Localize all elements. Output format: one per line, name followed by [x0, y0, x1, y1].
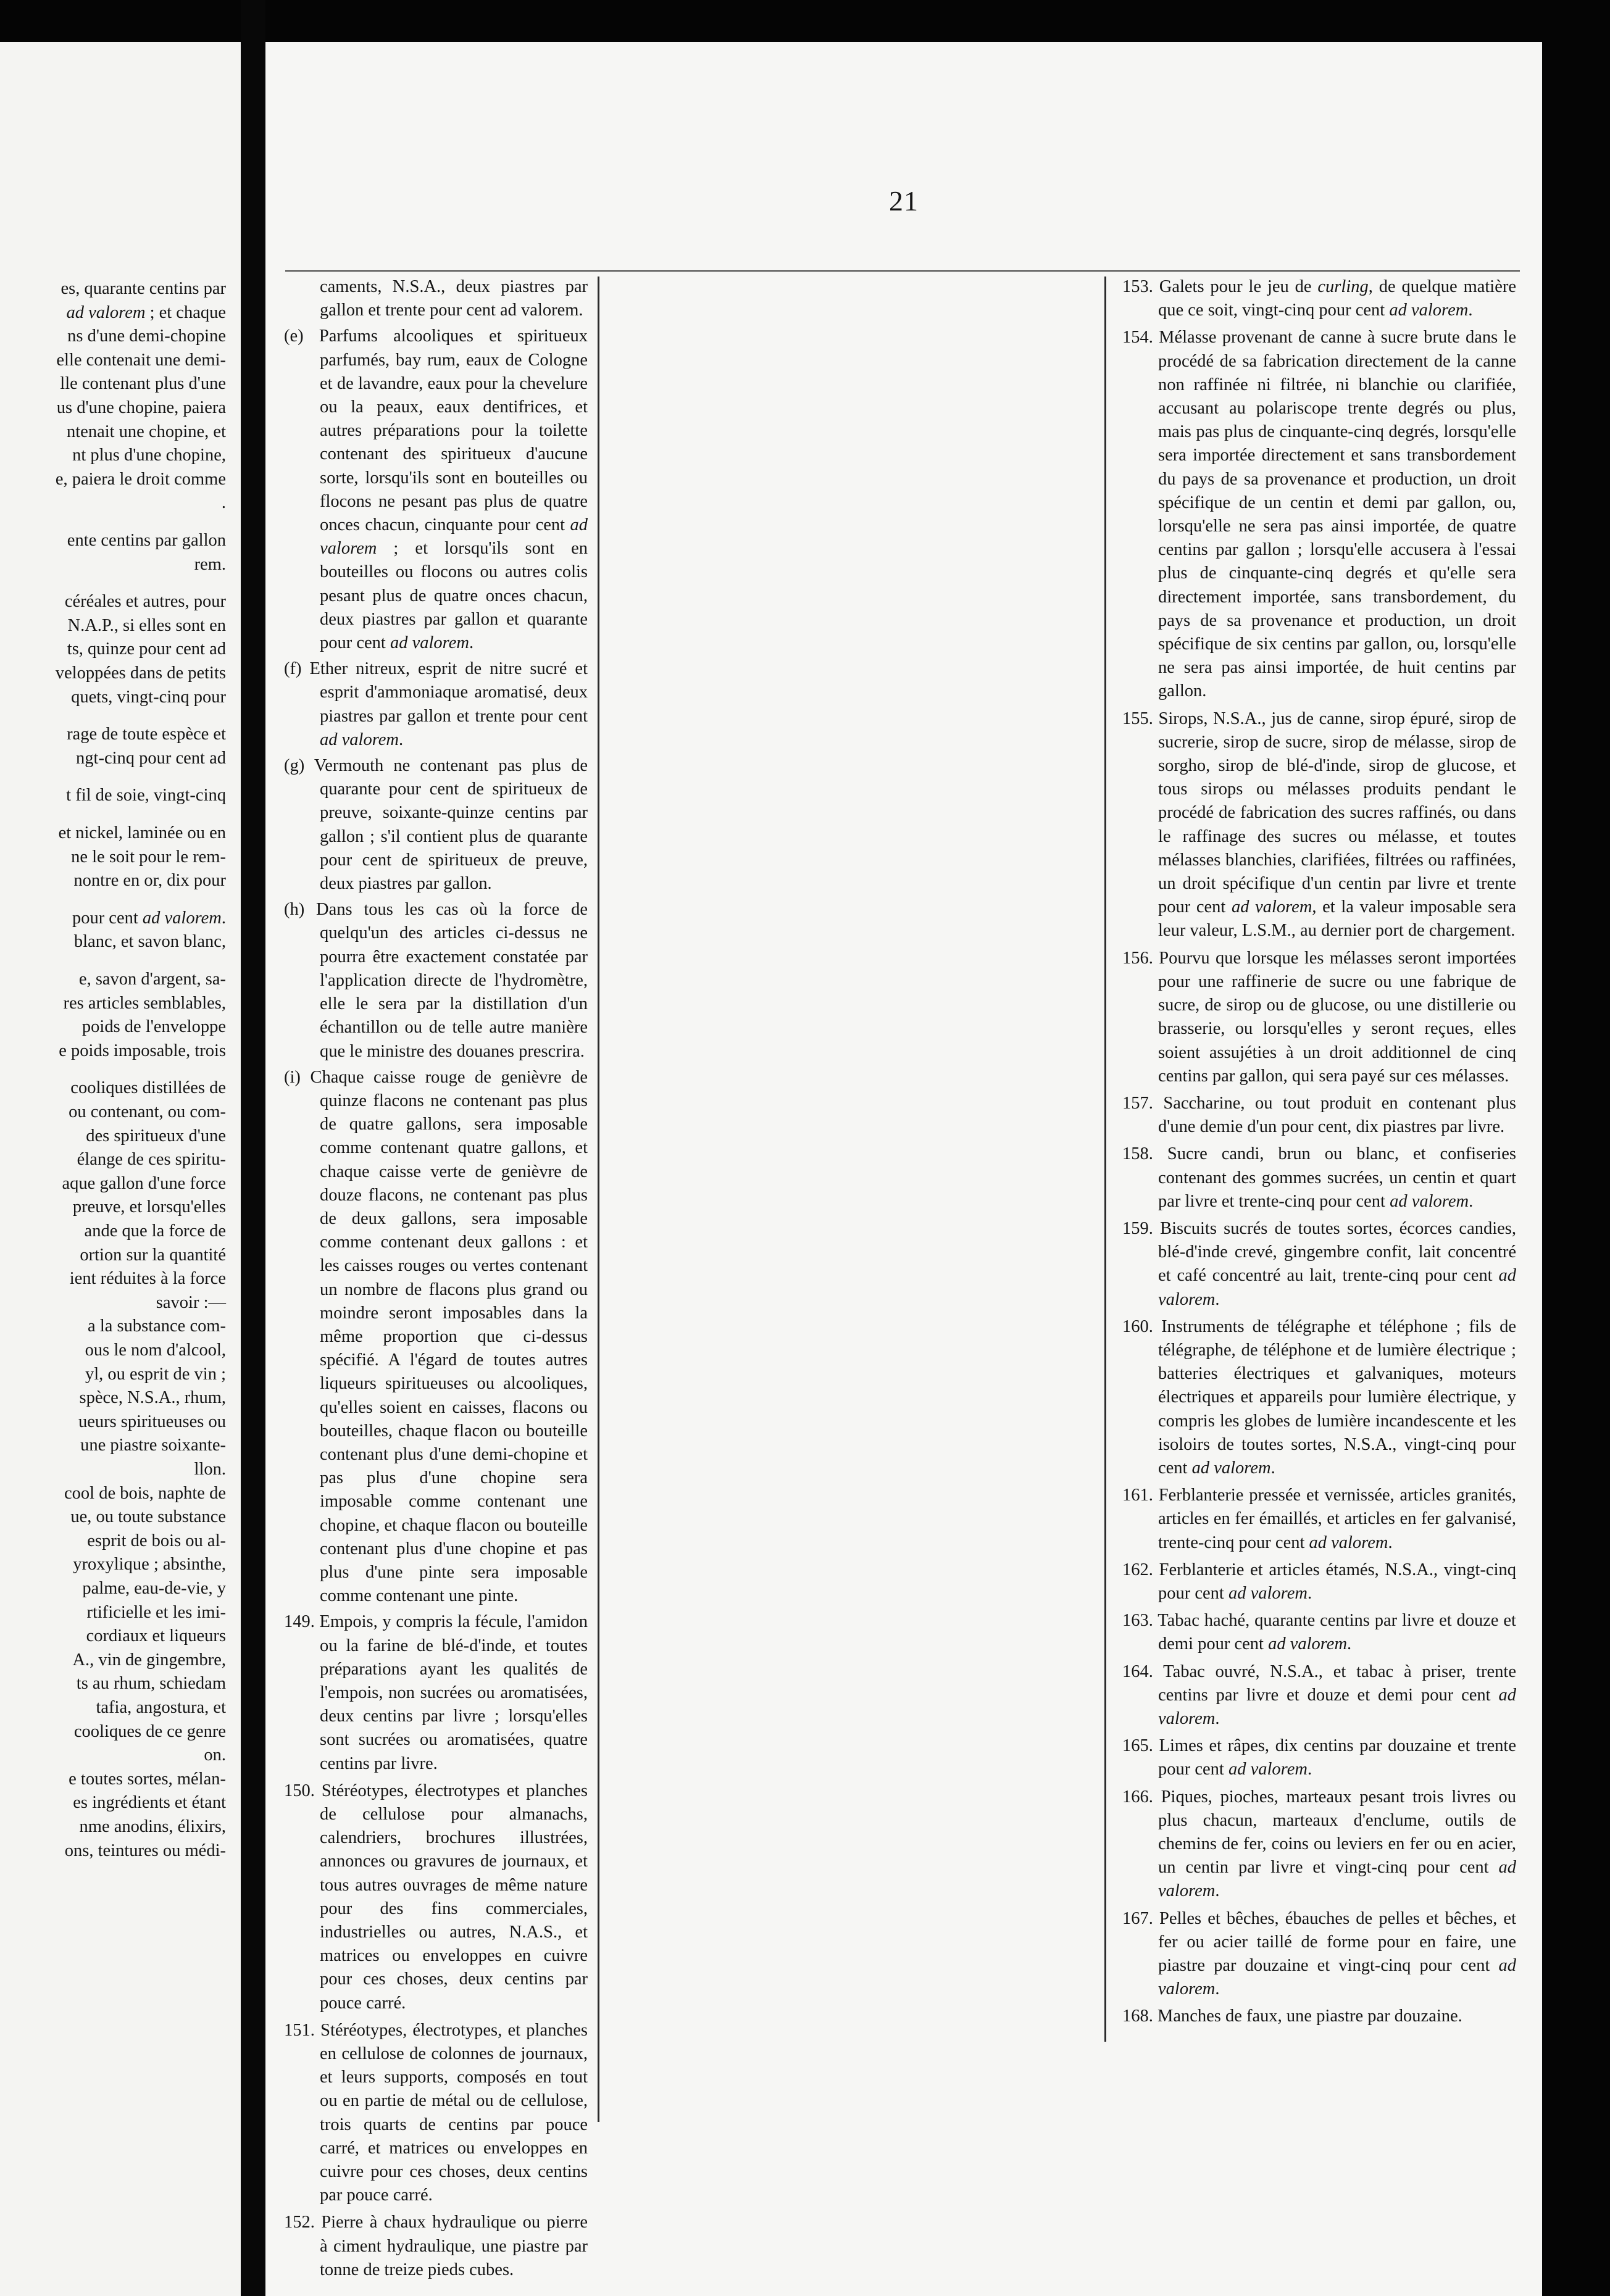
item-number: 159. [1122, 1218, 1161, 1238]
item-number: (i) [284, 1067, 311, 1087]
left-page-line: e, savon d'argent, sa- [78, 970, 226, 989]
item-number: (f) [284, 659, 310, 679]
item-number: 155. [1122, 709, 1159, 728]
left-page-line: ande que la force de [84, 1221, 226, 1241]
item-text: Sirops, N.S.A., jus de canne, sirop épuré, sirop de sucrerie, sirop de sucre, sirop de mélasse, sirop de sorgho, sirop de blé-d'inde, sirop de glucose, et tous sirops ou mélasses produits pendant le procédé de fabrication des sucres raffinés, ou dans le raffinage des sucres ou mélasse, et toutes mélasses blanchies, clarifiées, filtrées ou raffinées, un droit spécifique d'un centin par livre et trente pour cent ad valorem, et la valeur imposable sera leur valeur, L.S.M., au dernier port de chargement. [1158, 709, 1516, 941]
item-number: 151. [284, 2020, 321, 2040]
tariff-subitem [284, 898, 588, 1063]
tariff-entry [1122, 1734, 1516, 1781]
item-text: Pelles et bêches, ébauches de pelles et bêches, et fer ou acier taillé de forme pour en faire, une piastre par douzaine et vingt-cinq pour cent ad valorem. [1158, 1908, 1516, 1999]
left-page-line: llon. [194, 1460, 226, 1479]
left-page-line: ue, ou toute substance [70, 1507, 226, 1527]
left-page-line: savoir :— [156, 1292, 226, 1312]
tariff-entry [1122, 1558, 1516, 1605]
item-text: Chaque caisse rouge de genièvre de quinze flacons ne contenant pas plus de quatre gallons, sera imposable comme contenant quatre gallons, et chaque caisse verte de genièvre de douze flacons, ne contenant pas plus de deux gallons, sera imposable comme contenant deux gallons : et les caisses rouges ou vertes contenant un nombre de flacons plus grand ou moindre seront imposables dans la même proportion que ci-dessus spécifié. A l'égard de toutes autres liqueurs spiritueuses ou alcooliques, qu'elles soient en caisses, flacons ou bouteilles, chaque flacon ou bouteille contenant plus d'une demi-chopine et pas plus d'une chopine sera imposable comme contenant une chopine, et chaque flacon ou bouteille contenant plus d'une chopine et pas plus d'une pinte sera imposable comme contenant une pinte. [310, 1067, 588, 1606]
tariff-entry [1122, 2005, 1516, 2028]
left-page-line: es, quarante centins par [60, 279, 226, 298]
item-number: 164. [1122, 1662, 1164, 1681]
left-page-line: céréales et autres, pour [64, 592, 226, 612]
left-page-line: cooliques distillées de [70, 1078, 226, 1098]
item-number: (g) [284, 756, 314, 776]
item-number: 160. [1122, 1316, 1162, 1336]
left-page-line: cool de bois, naphte de [64, 1483, 226, 1503]
item-text: Biscuits sucrés de toutes sortes, écorces candies, blé-d'inde crevé, gingembre confit, lait concentré et café concentré au lait, trente-cinq pour cent ad valorem. [1158, 1218, 1516, 1309]
left-page-line: quets, vingt-cinq pour [71, 687, 226, 707]
item-number: 167. [1122, 1908, 1160, 1928]
left-page-line: A., vin de gingembre, [72, 1650, 226, 1670]
item-number: 156. [1122, 948, 1159, 968]
tariff-entry [1122, 1609, 1516, 1656]
tariff-entry [284, 2019, 588, 2208]
tariff-entry [284, 1779, 588, 2015]
left-page-line: e poids imposable, trois [59, 1041, 226, 1060]
left-page-fragment [0, 42, 241, 2296]
left-page-line: yl, ou esprit de vin ; [85, 1364, 226, 1384]
tariff-entry [284, 1610, 588, 1775]
left-page-line: palme, eau-de-vie, y [82, 1579, 226, 1598]
tariff-entry [1122, 1217, 1516, 1312]
left-page-line: veloppées dans de petits [55, 663, 226, 683]
item-text: Limes et râpes, dix centins par douzaine et trente pour cent ad valorem. [1158, 1736, 1516, 1779]
left-page-line: ueurs spiritueuses ou [78, 1412, 226, 1431]
left-page-line: tafia, angostura, et [96, 1698, 226, 1717]
left-page-line: us d'une chopine, paiera [56, 398, 226, 417]
left-page-line: . [221, 493, 226, 513]
tariff-entry [1122, 326, 1516, 703]
tariff-entry [1122, 947, 1516, 1088]
tariff-entry [284, 2211, 588, 2282]
item-text: Tabac ouvré, N.S.A., et tabac à priser, trente centins par livre et douze et demi pour cent ad valorem. [1158, 1662, 1516, 1728]
page-number: 21 [889, 185, 919, 217]
tariff-entry [1122, 1786, 1516, 1903]
item-text: Parfums alcooliques et spiritueux parfumés, bay rum, eaux de Cologne et de lavandre, eaux pour la chevelure ou la peaux, eaux dentifrices, et autres préparations pour la toilette contenant des spiritueux d'aucune sorte, lorsqu'ils sont en bouteilles ou flocons ne pesant pas plus de quatre onces chacun, cinquante pour cent ad valorem ; et lorsqu'ils sont en bouteilles ou flocons ou autres colis pesant plus de quatre onces chacun, deux piastres par gallon et quarante pour cent ad valorem. [319, 327, 588, 653]
item-number: 150. [284, 1781, 322, 1800]
item-text: Instruments de télégraphe et téléphone ; fils de télégraphe, de téléphone et de lumière électrique ; batteries électriques et galvaniques, moteurs électriques et appareils pour lumière électrique, y compris les globes de lumière incandescente et les isoloirs de toutes sortes, N.S.A., vingt-cinq pour cent ad valorem. [1158, 1316, 1517, 1478]
left-page-line: ortion sur la quantité [80, 1245, 226, 1265]
tariff-entry [1122, 1092, 1516, 1139]
left-page-line: une piastre soixante- [80, 1436, 226, 1455]
left-page-line: ente centins par gallon [67, 531, 226, 550]
left-page-line: blanc, et savon blanc, [73, 932, 226, 952]
item-text: Pierre à chaux hydraulique ou pierre à ciment hydraulique, une piastre par tonne de treize pieds cubes. [320, 2213, 588, 2279]
item-number: 162. [1122, 1560, 1159, 1579]
column-left [284, 275, 588, 2286]
item-number: 161. [1122, 1486, 1159, 1505]
tariff-entries-list [1122, 275, 1516, 2029]
left-page-line: N.A.P., si elles sont en [67, 615, 226, 635]
item-text: Stéréotypes, électrotypes, et planches en cellulose de colonnes de journaux, et leurs supports, composés en tout ou en partie de métal ou de cellulose, trois quarts de centins par pouce carré, et matrices ou enveloppes en cuivre pour ces choses, deux centins par pouce carré. [320, 2020, 588, 2205]
left-page-line: elle contenait une demi- [56, 350, 226, 370]
left-page-line: des spiritueux d'une [86, 1126, 226, 1146]
left-page-line: lle contenant plus d'une [60, 374, 226, 394]
tariff-entry [1122, 1142, 1516, 1213]
tariff-entry [1122, 1484, 1516, 1555]
left-page-line: aque gallon d'une force [62, 1173, 226, 1193]
item-text: Mélasse provenant de canne à sucre brute dans le procédé de sa fabrication directement de la canne non raffinée ni filtrée, ni blanchie ou clarifiée, accusant au polariscope trente degrés ou plus, mais pas plus de cinquante-cinq degrés, lorsqu'elle sera importée directement et sans transbordement du pays de sa provenance et production, un droit spécifique de un centin et demi par gallon, ou, lorsqu'elle ne sera pas ainsi importée, de quatre centins par gallon ; lorsqu'elle accusera à l'essai plus de cinquante-cinq degrés et qu'elle sera directement importée, sans transbordement, du pays de sa provenance et production, un droit spécifique de six centins par gallon, ou, lorsqu'elle ne sera pas ainsi importée, de huit centins par gallon. [1158, 328, 1516, 701]
item-number: 165. [1122, 1736, 1159, 1756]
left-page-line: ns d'une demi-chopine [67, 327, 226, 346]
item-text: Ether nitreux, esprit de nitre sucré et esprit d'ammoniaque aromatisé, deux piastres par gallon et trente pour cent ad valorem. [309, 659, 588, 749]
left-page-line: ou contenant, ou com- [69, 1102, 226, 1121]
left-page-line: ts, quinze pour cent ad [67, 639, 226, 659]
tariff-entry [1122, 1660, 1516, 1731]
left-page-line: yroxylique ; absinthe, [73, 1555, 226, 1574]
item-number: 168. [1122, 2007, 1157, 2026]
item-text: Stéréotypes, électrotypes et planches de cellulose pour almanachs, calendriers, brochures illustrées, annonces ou gravures de journaux, et tous autres ouvrages de même nature pour des fins commerciales, industrielles ou autres, N.A.S., et matrices ou enveloppes en cuivre pour ces choses, deux centins par pouce carré. [320, 1781, 588, 2013]
left-page-line: pour cent ad valorem. [72, 908, 226, 928]
left-page-line: spèce, N.S.A., rhum, [79, 1388, 226, 1408]
item-number: 166. [1122, 1787, 1161, 1807]
left-page-line: nt plus d'une chopine, [72, 446, 226, 465]
left-page-line: ts au rhum, schiedam [76, 1674, 226, 1694]
tariff-subitem [284, 325, 588, 655]
item-text: Piques, pioches, marteaux pesant trois livres ou plus chacun, marteaux d'enclume, outils de chemins de fer, coins ou leviers en fer ou en acier, un centin par livre et vingt-cinq pour cent ad valorem. [1158, 1787, 1517, 1901]
item-text: Dans tous les cas où la force de quelqu'un des articles ci-dessus ne pourra être exactement constatée par l'application directe de l'hydromètre, elle le sera par la distillation d'un échantillon ou de telle autre manière que le ministre des douanes prescrira. [316, 900, 588, 1061]
left-page-line: ous le nom d'alcool, [85, 1341, 226, 1360]
header-rule [285, 270, 1520, 272]
left-page-line: nme anodins, élixirs, [79, 1817, 226, 1836]
left-page-line: e toutes sortes, mélan- [69, 1769, 226, 1789]
tariff-entries-list [284, 1610, 588, 2282]
item-number: 154. [1122, 328, 1159, 347]
item-number: 157. [1122, 1093, 1164, 1113]
left-page-line: nontre en or, dix pour [73, 871, 226, 891]
item-number: 153. [1122, 277, 1159, 296]
item-number: 152. [284, 2213, 322, 2232]
page [265, 42, 1542, 2296]
left-page-line: t fil de soie, vingt-cinq [66, 786, 226, 805]
item-text: Tabac haché, quarante centins par livre et douze et demi pour cent ad valorem. [1157, 1611, 1516, 1654]
left-page-line: cordiaux et liqueurs [86, 1626, 226, 1646]
column-divider [1104, 277, 1106, 2042]
tariff-subitem [284, 754, 588, 896]
left-page-line: cooliques de ce genre [73, 1721, 226, 1741]
left-page-line: es ingrédients et étant [73, 1793, 226, 1813]
left-page-line: rem. [194, 554, 226, 574]
left-page-line: ngt-cinq pour cent ad [76, 748, 226, 768]
item-number: 163. [1122, 1611, 1158, 1631]
tariff-entry [1122, 707, 1516, 943]
column-divider [598, 277, 599, 2122]
column-right [1122, 275, 1516, 2032]
left-page-line: rage de toute espèce et [67, 725, 226, 744]
left-page-line: esprit de bois ou al- [87, 1531, 226, 1550]
item-number: 158. [1122, 1144, 1167, 1164]
left-page-line: ons, teintures ou médi- [64, 1841, 226, 1860]
left-page-line: e, paiera le droit comme [55, 469, 226, 489]
item-number: 149. [284, 1612, 320, 1632]
item-text: Empois, y compris la fécule, l'amidon ou la farine de blé-d'inde, et toutes préparations ayant les qualités de l'empois, non sucrées ou aromatisées, deux centins par livre ; lorsqu'elles sont sucrées ou aromatisées, quatre centins par livre. [319, 1612, 588, 1773]
tariff-entry [1122, 1907, 1516, 2002]
item-text: Ferblanterie pressée et vernissée, articles granités, articles en fer émaillés, et articles en fer galvanisé, trente-cinq pour cent ad valorem. [1158, 1486, 1517, 1552]
left-page-line: élange de ces spiritu- [77, 1150, 226, 1170]
item-text: Ferblanterie et articles étamés, N.S.A., vingt-cinq pour cent ad valorem. [1158, 1560, 1516, 1603]
item-text: Saccharine, ou tout produit en contenant plus d'une demie d'un pour cent, dix piastres par livre. [1158, 1093, 1517, 1137]
item-text: Pourvu que lorsque les mélasses seront importées pour une raffinerie de sucre ou une fabrique de sucre, de sirop ou de glucose, ou une distillerie ou brasserie, ou lorsqu'elles y seront reçues, elles soient assujéties à un droit additionnel de cinq centins par gallon, qui sera payé sur ces mélasses. [1158, 948, 1516, 1086]
left-page-line: a la substance com- [88, 1316, 226, 1336]
item-text: Sucre candi, brun ou blanc, et confiseries contenant des gommes sucrées, un centin et quart par livre et trente-cinq pour cent ad valorem. [1158, 1144, 1516, 1211]
tariff-subitem [284, 657, 588, 752]
left-page-line: ient réduites à la force [69, 1269, 226, 1289]
left-page-line: rtificielle et les imi- [86, 1602, 226, 1622]
left-page-line: ntenait une chopine, et [67, 422, 226, 441]
subitems-list [284, 325, 588, 1608]
item-number: (e) [284, 327, 319, 346]
item-text: Manches de faux, une piastre par douzaine. [1157, 2007, 1462, 2026]
left-page-line: preuve, et lorsqu'elles [72, 1197, 226, 1217]
tariff-subitem [284, 1066, 588, 1608]
left-page-line: ne le soit pour le rem- [71, 847, 226, 867]
tariff-entry [1122, 275, 1516, 322]
item-text: Galets pour le jeu de curling, de quelque matière que ce soit, vingt-cinq pour cent ad valorem. [1158, 277, 1517, 320]
book-gutter [241, 0, 265, 2296]
left-page-line: et nickel, laminée ou en [58, 823, 226, 842]
left-page-line: on. [204, 1745, 226, 1765]
item-text: Vermouth ne contenant pas plus de quarante pour cent de spiritueux de preuve, soixante-quinze centins par gallon ; s'il contient plus de quarante pour cent de spiritueux de preuve, deux piastres par gallon. [314, 756, 588, 894]
left-page-line: ad valorem ; et chaque [66, 302, 226, 322]
continuation-text: caments, N.S.A., deux piastres par gallon et trente pour cent ad valorem. [320, 277, 588, 320]
left-page-line: poids de l'enveloppe [81, 1017, 226, 1037]
left-page-line: res articles semblables, [63, 993, 226, 1013]
tariff-entry [1122, 1315, 1516, 1480]
item-number: (h) [284, 900, 316, 920]
